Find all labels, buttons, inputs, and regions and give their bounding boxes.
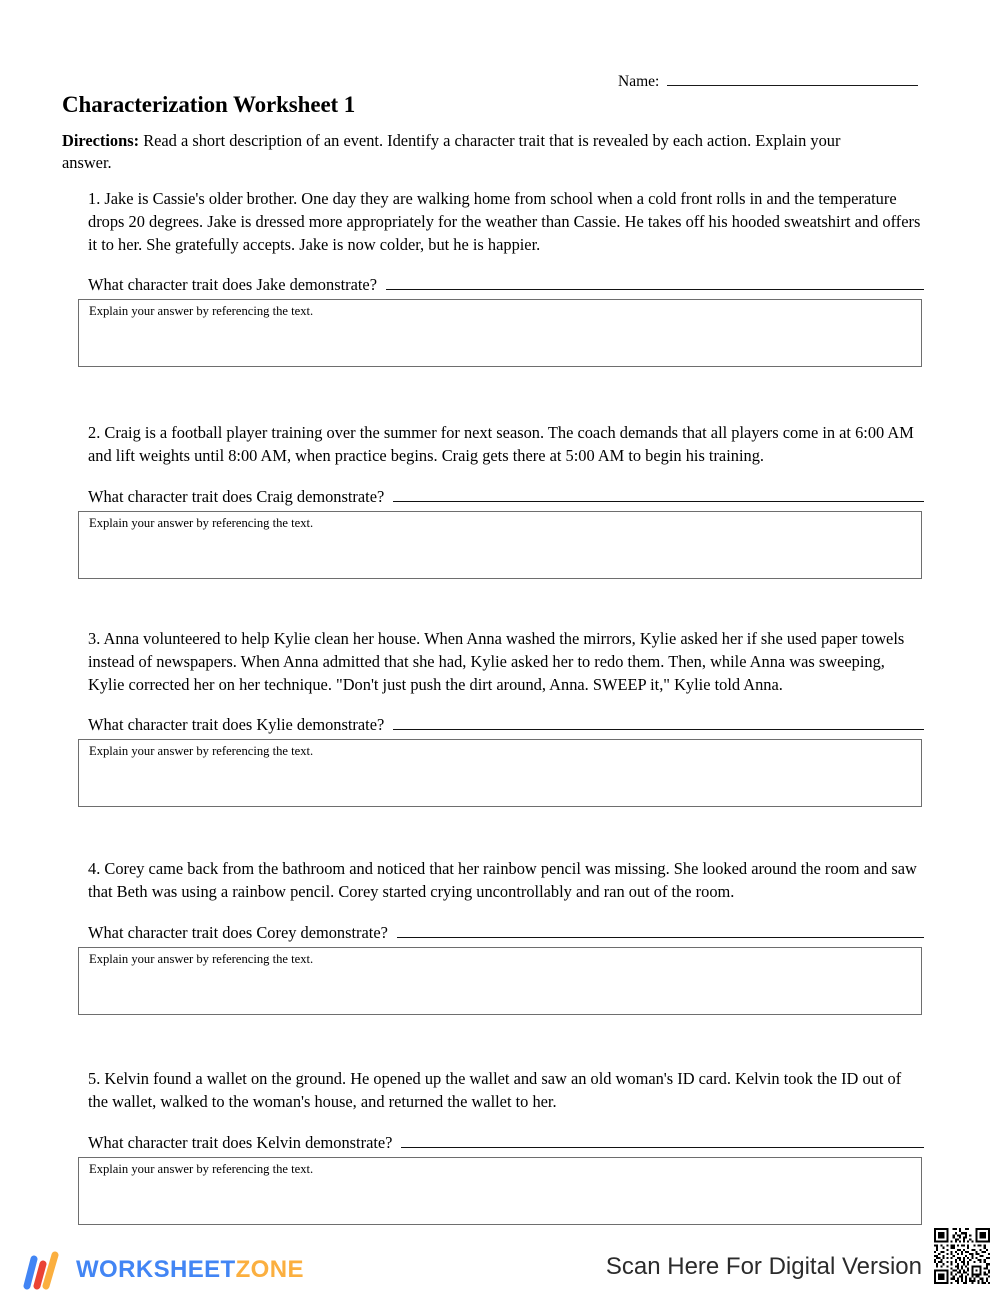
question-prompt-label: What character trait does Kylie demonstrate?	[88, 715, 385, 735]
answer-box-hint: Explain your answer by referencing the text.	[89, 744, 314, 759]
question-prompt-row	[88, 275, 924, 295]
question-text: 4. Corey came back from the bathroom and noticed that her rainbow pencil was missing. She looked around the room and saw that Beth was using a rainbow pencil. Corey started crying uncontrollably and ran out of the room.	[88, 859, 917, 901]
explanation-answer-box[interactable]	[78, 947, 922, 1015]
question-prompt-row	[88, 487, 924, 507]
trait-answer-line[interactable]	[393, 487, 924, 502]
qr-code-icon[interactable]	[932, 1226, 992, 1286]
logo-word-zone: ZONE	[235, 1256, 304, 1283]
explanation-answer-box[interactable]	[78, 511, 922, 579]
question-text: 3. Anna volunteered to help Kylie clean her house. When Anna washed the mirrors, Kylie asked her if she used paper towels instead of newspapers. When Anna admitted that she had, Kylie asked her to redo them. Then, while Anna was sweeping, Kylie corrected her on her technique. "Don't just push the dirt around, Anna. SWEEP it," Kylie told Anna.	[88, 629, 905, 694]
trait-answer-line[interactable]	[386, 275, 924, 290]
question-block	[62, 858, 924, 1015]
trait-answer-line[interactable]	[397, 923, 924, 938]
question-prompt-label: What character trait does Kelvin demonstrate?	[88, 1132, 393, 1152]
directions-label: Directions:	[62, 131, 140, 150]
explanation-answer-box[interactable]	[78, 299, 922, 367]
question-block	[62, 188, 924, 367]
question-prompt-label: What character trait does Corey demonstrate?	[88, 922, 388, 942]
question-prompt-label: What character trait does Craig demonstrate?	[88, 486, 385, 506]
name-field-row	[618, 72, 918, 91]
answer-box-hint: Explain your answer by referencing the text.	[89, 951, 314, 966]
trait-answer-line[interactable]	[393, 715, 924, 730]
question-block	[62, 422, 924, 579]
question-prompt-row	[88, 715, 924, 735]
name-input-line[interactable]	[667, 72, 918, 86]
question-text: 2. Craig is a football player training over the summer for next season. The coach demands that all players come in at 6:00 AM and lift weights until 8:00 AM, when practice begins. Craig gets there at 5:00 AM to begin his training.	[88, 423, 914, 465]
question-block	[62, 1068, 924, 1225]
scan-here-text: Scan Here For Digital Version	[605, 1253, 922, 1280]
worksheet-zone-wordmark	[76, 1256, 304, 1284]
worksheet-zone-logo[interactable]	[22, 1250, 304, 1290]
worksheet-zone-mark-icon	[22, 1250, 66, 1290]
directions	[62, 130, 877, 175]
name-label: Name:	[618, 73, 660, 90]
page-title: Characterization Worksheet 1	[62, 92, 356, 117]
directions-text: Read a short description of an event. Identify a character trait that is revealed by each action. Explain your answer.	[62, 131, 841, 173]
trait-answer-line[interactable]	[401, 1133, 924, 1148]
question-prompt-row	[88, 923, 924, 943]
question-prompt-row	[88, 1133, 924, 1153]
question-text: 5. Kelvin found a wallet on the ground. He opened up the wallet and saw an old woman's ID card. Kelvin took the ID out of the wallet, walked to the woman's house, and returned the wallet to her.	[88, 1069, 902, 1111]
answer-box-hint: Explain your answer by referencing the text.	[89, 304, 314, 319]
answer-box-hint: Explain your answer by referencing the text.	[89, 1161, 314, 1176]
logo-word-worksheet: WORKSHEET	[76, 1256, 236, 1283]
explanation-answer-box[interactable]	[78, 1157, 922, 1225]
question-prompt-label: What character trait does Jake demonstrate?	[88, 275, 377, 295]
question-text: 1. Jake is Cassie's older brother. One day they are walking home from school when a cold front rolls in and the temperature drops 20 degrees. Jake is dressed more appropriately for the weather than Cassie. He takes off his hooded sweatshirt and offers it to her. She gratefully accepts. Jake is now colder, but he is happier.	[88, 189, 921, 254]
question-block	[62, 628, 924, 807]
explanation-answer-box[interactable]	[78, 739, 922, 807]
footer	[0, 1232, 1000, 1294]
answer-box-hint: Explain your answer by referencing the text.	[89, 515, 314, 530]
